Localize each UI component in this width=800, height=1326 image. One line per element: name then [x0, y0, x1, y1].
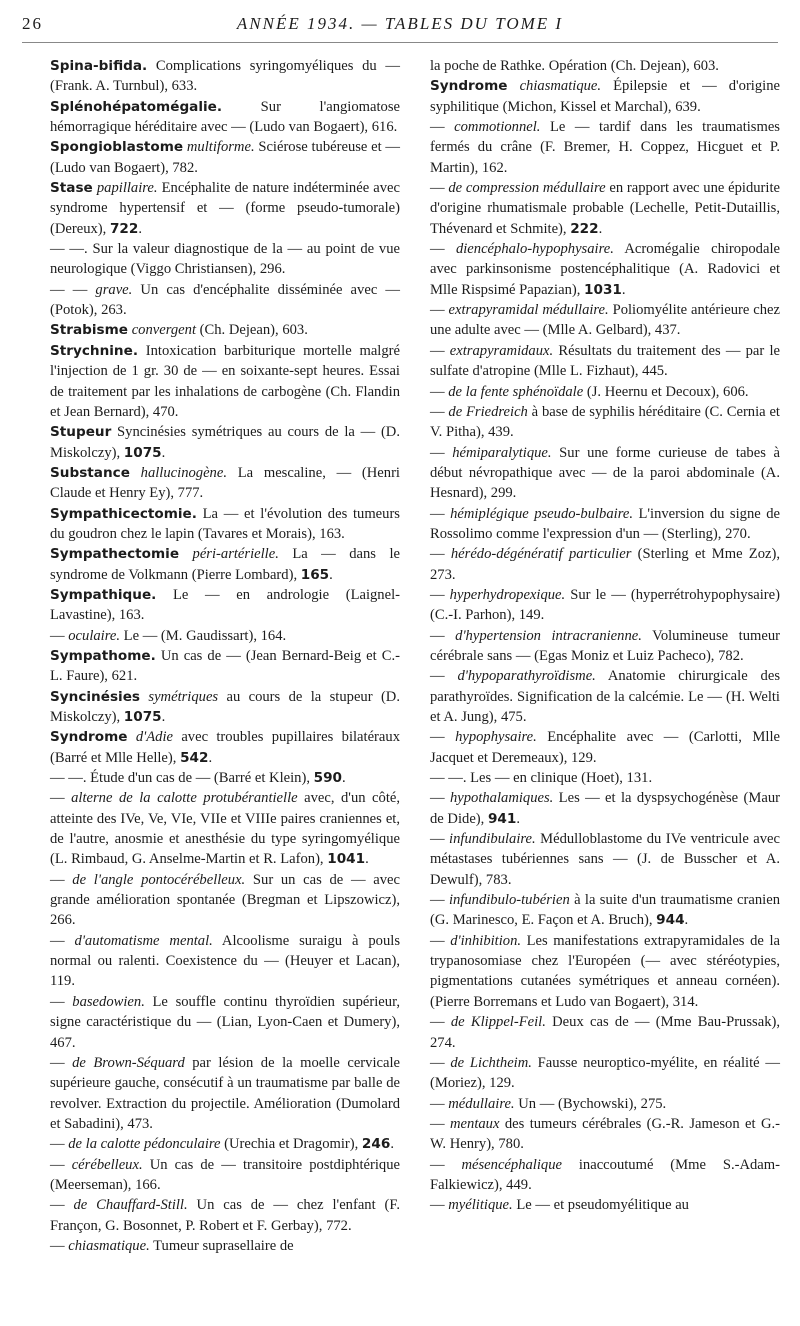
- entry-text: —: [430, 403, 449, 420]
- entry-subheading: cérébelleux.: [71, 1156, 143, 1173]
- entry-subheading: commotionnel.: [454, 119, 541, 136]
- entry-subheading: médullaire.: [448, 1095, 515, 1112]
- entry-text: Épilepsie et — d'origine syphilitique (Michon, Kissel et Marchal), 639.: [430, 78, 780, 115]
- index-entry: [430, 1094, 780, 1114]
- entry-subheading: de Chauffard-Still.: [73, 1197, 188, 1214]
- entry-text: —: [50, 1136, 69, 1153]
- page-reference: 542: [180, 749, 209, 766]
- index-entry: [50, 788, 400, 869]
- entry-text: Un cas de — chez l'enfant (F. Françon, G. Bosonnet, P. Robert et F. Gerbay), 772.: [50, 1197, 400, 1234]
- index-entry: [430, 1155, 780, 1196]
- entry-subheading: chiasmatique.: [68, 1237, 150, 1254]
- entry-subheading: hyperhydropexique.: [449, 586, 566, 603]
- entry-heading: Splénohépatomégalie.: [50, 98, 223, 115]
- entry-heading: Strabisme: [50, 322, 129, 339]
- index-entry: [430, 117, 780, 178]
- entry-heading: Sympathicectomie.: [50, 505, 197, 522]
- entry-subheading: d'automatisme mental.: [74, 932, 213, 949]
- entry-heading: Sympathome.: [50, 647, 156, 664]
- entry-subheading: de compression médullaire: [448, 180, 606, 197]
- entry-text: —: [430, 1115, 450, 1132]
- entry-text: .: [365, 851, 369, 868]
- entry-text: —: [430, 180, 449, 197]
- entry-subheading: hypophysaire.: [455, 729, 537, 746]
- index-entry: [50, 870, 400, 931]
- entry-subheading: hallucinogène.: [140, 464, 227, 481]
- entry-text: Sur l'angiomatose hémorragique héréditaire avec — (Ludo van Bogaert), 616.: [50, 98, 400, 136]
- entry-heading: Syndrome: [50, 729, 128, 746]
- index-entry: [50, 1155, 400, 1196]
- page-number: 26: [22, 14, 43, 33]
- entry-text: Tumeur suprasellaire de: [149, 1237, 294, 1254]
- index-entry: [430, 56, 780, 76]
- entry-text: .: [342, 770, 346, 787]
- index-entry: [50, 463, 400, 504]
- entry-subheading: d'Adie: [135, 729, 173, 746]
- index-entry: [50, 585, 400, 626]
- entry-text: —: [430, 586, 450, 603]
- entry-text: en rapport avec une épidurite d'origine rhumatismale probable (Lechelle, Petit-Dutaillis, Thévenard et Schmite),: [430, 180, 780, 237]
- entry-text: —: [430, 119, 455, 136]
- index-entry: [50, 504, 400, 545]
- page-reference: 1041: [327, 851, 366, 868]
- index-entry: [430, 239, 780, 300]
- index-entry: [430, 544, 780, 585]
- entry-text: Alcoolisme suraigu à pouls normal ou ralenti. Coexistence du — (Heuyer et Lacan), 119.: [50, 932, 400, 990]
- entry-text: Sciérose tubéreuse et — (Ludo van Bogaert), 782.: [50, 139, 400, 176]
- left-column: [50, 56, 400, 1318]
- entry-text: avec troubles pupillaires bilatéraux (Barré et Mlle Helle),: [50, 729, 400, 766]
- entry-text: —: [430, 444, 453, 461]
- entry-subheading: d'hypoparathyroïdisme.: [457, 668, 596, 685]
- entry-text: Sur le — (hyperrétrohypophysaire) (C.-I. Parhon), 149.: [430, 586, 780, 624]
- entry-text: Le souffle continu thyroïdien supérieur, signe caractéristique du — (Lian, Lyon-Caen et Dumery), 467.: [50, 993, 400, 1051]
- entry-text: —: [430, 627, 456, 644]
- index-entry: [50, 97, 400, 138]
- running-head: [22, 14, 778, 36]
- entry-text: —: [430, 546, 451, 563]
- page-reference: 1075: [123, 444, 162, 461]
- entry-text: La — et l'évolution des tumeurs du goudron chez le lapin (Tavares et Morais), 163.: [50, 505, 400, 542]
- index-entry: [50, 544, 400, 585]
- index-entry: [430, 727, 780, 768]
- index-entry: [50, 1195, 400, 1236]
- index-entry: [430, 1114, 780, 1155]
- entry-text: inaccoutumé (Mme S.-Adam-Falkiewicz), 449.: [430, 1156, 780, 1193]
- page-reference: 1031: [584, 281, 622, 298]
- entry-subheading: hémiparalytique.: [452, 444, 552, 461]
- entry-subheading: extrapyramidaux.: [449, 342, 554, 359]
- index-entry: [50, 239, 400, 280]
- entry-text: —: [430, 1054, 451, 1071]
- index-entry: [430, 890, 780, 931]
- entry-text: [179, 546, 192, 562]
- entry-text: .: [516, 810, 520, 827]
- entry-subheading: de l'angle pontocérébelleux.: [72, 871, 246, 888]
- entry-text: .: [390, 1136, 394, 1153]
- index-entry: [50, 727, 400, 768]
- index-columns: [50, 56, 780, 1318]
- entry-text: L'inversion du signe de Rossolimo comme l'expression d'un — (Sterling), 270.: [430, 505, 780, 542]
- entry-subheading: convergent: [131, 322, 196, 339]
- entry-text: —: [50, 790, 72, 807]
- entry-text: .: [138, 220, 143, 237]
- entry-text: La — dans le syndrome de Volkmann (Pierre Lombard),: [50, 546, 400, 583]
- entry-text: — —. Les — en clinique (Hoet), 131.: [430, 770, 653, 787]
- index-entry: [430, 768, 780, 788]
- entry-heading: Sympathique.: [50, 586, 157, 603]
- entry-text: Intoxication barbiturique mortelle malgré l'injection de 1 gr. 30 de — en soixante-sept heures. Essai de traitement par les inhalations de carbogène (Ch. Flandin et Jean Bernard), 470.: [50, 342, 400, 420]
- entry-text: —: [430, 892, 449, 909]
- page-reference: 944: [656, 912, 685, 929]
- page-reference: 590: [313, 770, 343, 787]
- index-entry: [430, 178, 780, 239]
- index-entry: [430, 504, 780, 545]
- entry-text: Un cas d'encéphalite disséminée avec — (Potok), 263.: [50, 281, 400, 319]
- entry-text: —: [50, 1054, 73, 1071]
- entry-text: —: [50, 993, 73, 1010]
- entry-text: (Sterling et Mme Zoz), 273.: [430, 546, 781, 583]
- entry-text: Le — en andrologie (Laignel-Lavastine), 163.: [50, 586, 400, 624]
- entry-text: Un cas de — transitoire postdiphtérique (Meerseman), 166.: [50, 1156, 400, 1193]
- entry-text: —: [430, 383, 449, 400]
- entry-heading: Sympathectomie: [50, 546, 180, 563]
- index-entry: [50, 137, 400, 178]
- entry-subheading: péri-artérielle.: [192, 546, 279, 563]
- entry-subheading: grave.: [95, 281, 133, 298]
- entry-text: .: [598, 220, 603, 237]
- entry-heading: Stase: [50, 180, 93, 197]
- entry-subheading: hypothalamiques.: [449, 790, 554, 807]
- entry-subheading: infundibulaire.: [449, 831, 536, 848]
- entry-subheading: de Lichtheim.: [450, 1054, 532, 1071]
- entry-text: —: [50, 1237, 69, 1254]
- entry-text: .: [621, 281, 626, 298]
- entry-heading: Spongioblastome: [50, 139, 184, 156]
- entry-subheading: de Klippel-Feil.: [450, 1014, 546, 1031]
- entry-text: avec, d'un côté, atteinte des IVe, Ve, VIe, VIIe et VIIIe paires craniennes et, de l'autre, anosmie et anesthésie du type syringomyélique (L. Rimbaud, G. Anselme-Martin et R. Lafon),: [50, 790, 400, 868]
- index-entry: [50, 768, 400, 788]
- right-column: [430, 56, 780, 1318]
- entry-subheading: de Brown-Séquard: [72, 1054, 185, 1071]
- index-entry: [430, 626, 780, 667]
- entry-text: Un — (Bychowski), 275.: [514, 1095, 667, 1112]
- index-entry: [430, 666, 780, 727]
- entry-text: —: [50, 1197, 74, 1214]
- entry-text: —: [430, 1014, 451, 1031]
- entry-text: Le — (M. Gaudissart), 164.: [120, 627, 287, 644]
- entry-text: Sur un cas de — avec grande amélioration spontanée (Bregman et Lipszowicz), 266.: [50, 871, 400, 929]
- entry-text: Les — et la dyspsychogénèse (Maur de Dide),: [430, 790, 780, 827]
- entry-text: .: [684, 912, 689, 929]
- index-entry: [50, 341, 400, 422]
- entry-text: —: [430, 668, 458, 685]
- index-entry: [50, 280, 400, 321]
- entry-text: .: [161, 709, 166, 725]
- index-entry: [50, 56, 400, 97]
- entry-text: —: [50, 932, 75, 949]
- entry-subheading: de la fente sphénoïdale: [448, 383, 584, 400]
- entry-text: — —: [50, 281, 96, 298]
- entry-text: Résultats du traitement des — par le sulfate d'atropine (Mlle L. Fizhaut), 445.: [430, 342, 780, 380]
- entry-text: Encéphalite avec — (Carlotti, Mlle Jacquet et Deremeaux), 129.: [430, 729, 780, 766]
- index-entry: [50, 992, 400, 1053]
- index-entry: [430, 300, 780, 341]
- entry-subheading: hémiplégique pseudo-bulbaire.: [450, 505, 633, 522]
- entry-subheading: alterne de la calotte protubérantielle: [71, 790, 298, 807]
- index-entry: [50, 178, 400, 239]
- entry-subheading: de Friedreich: [448, 403, 528, 420]
- index-entry: [50, 1236, 400, 1256]
- page-reference: 1075: [123, 709, 162, 725]
- index-entry: [50, 1053, 400, 1134]
- entry-text: Fausse neuroptico-myélite, en réalité — (Moriez), 129.: [430, 1054, 780, 1092]
- index-entry: [50, 320, 400, 340]
- entry-heading: Substance: [50, 464, 130, 481]
- entry-text: au cours de la stupeur (D. Miskolczy),: [50, 688, 400, 725]
- entry-subheading: hérédo-dégénératif particulier: [450, 546, 632, 563]
- entry-text: Les manifestations extrapyramidales de la trypanosomiase chez l'Européen (— avec stéréotypies, pigmentations cutanées symétriques et anneau cornéen). (Pierre Borremans et Ludo van Bogaert), 314.: [430, 932, 780, 1010]
- entry-text: —: [430, 505, 451, 522]
- entry-heading: Syndrome: [430, 78, 508, 95]
- index-entry: [430, 585, 780, 626]
- entry-text: Médulloblastome du IVe ventricule avec métastases tubériennes sans — (J. de Busscher et A. Dewulf), 783.: [430, 831, 780, 888]
- entry-subheading: multiforme.: [186, 139, 255, 156]
- index-entry: [430, 443, 780, 504]
- entry-text: à base de syphilis héréditaire (C. Cernia et V. Pitha), 439.: [430, 403, 780, 441]
- index-entry: [50, 422, 400, 463]
- entry-text: —: [430, 342, 450, 359]
- entry-text: Volumineuse tumeur cérébrale sans — (Egas Moniz et Luiz Pacheco), 782.: [430, 627, 780, 664]
- index-entry: [50, 931, 400, 992]
- entry-text: —: [430, 831, 450, 848]
- entry-text: [508, 78, 520, 94]
- entry-text: —: [50, 871, 73, 888]
- header-title: ANNÉE 1934. — TABLES DU TOME I: [236, 14, 564, 33]
- entry-text: —: [430, 1197, 449, 1214]
- index-entry: [430, 829, 780, 890]
- entry-subheading: papillaire.: [96, 180, 158, 197]
- entry-text: la poche de Rathke. Opération (Ch. Dejean), 603.: [430, 58, 719, 74]
- entry-text: —: [430, 790, 450, 807]
- entry-text: [128, 729, 136, 745]
- entry-subheading: mentaux: [450, 1115, 500, 1132]
- index-entry: [430, 402, 780, 443]
- entry-subheading: symétriques: [148, 688, 219, 705]
- entry-text: (J. Heernu et Decoux), 606.: [583, 383, 749, 400]
- header-rule: [22, 42, 778, 43]
- entry-text: des tumeurs cérébrales (G.-R. Jameson et G.-W. Henry), 780.: [430, 1115, 780, 1153]
- entry-text: —: [430, 1095, 449, 1112]
- entry-text: —: [430, 302, 449, 319]
- entry-text: Encéphalite de nature indéterminée avec syndrome hypertensif et — (forme pseudo-tumorale) (Dereux),: [50, 180, 400, 237]
- entry-text: Complications syringomyéliques du — (Frank. A. Turnbul), 633.: [50, 58, 400, 95]
- entry-text: Anatomie chirurgicale des parathyroïdes. Signification de la calcémie. Le — (H. Welti et A. Jung), 475.: [430, 668, 780, 725]
- entry-text: La mescaline, — (Henri Claude et Henry Ey), 777.: [50, 464, 400, 502]
- index-entry: [430, 341, 780, 382]
- entry-text: Un cas de — (Jean Bernard-Beig et C.-L. Faure), 621.: [50, 647, 400, 685]
- entry-text: à la suite d'un traumatisme cranien (G. Marinesco, E. Façon et A. Bruch),: [430, 892, 781, 929]
- entry-subheading: infundibulo-tubérien: [448, 892, 570, 909]
- entry-subheading: mésencéphalique: [461, 1156, 562, 1173]
- entry-text: —: [50, 1156, 72, 1173]
- entry-heading: Stupeur: [50, 424, 112, 441]
- entry-text: (Urechia et Dragomir),: [220, 1136, 362, 1153]
- entry-text: — —. Sur la valeur diagnostique de la — au point de vue neurologique (Viggo Christiansen), 296.: [50, 241, 400, 278]
- entry-text: [130, 465, 141, 481]
- entry-subheading: oculaire.: [68, 627, 120, 644]
- entry-heading: Strychnine.: [50, 342, 138, 359]
- entry-subheading: diencéphalo-hypophysaire.: [455, 241, 614, 258]
- index-entry: [430, 1012, 780, 1053]
- index-entry: [430, 382, 780, 402]
- entry-text: Deux cas de — (Mme Bau-Prussak), 274.: [430, 1014, 780, 1051]
- entry-text: .: [161, 444, 166, 461]
- page-reference: 246: [361, 1136, 391, 1153]
- index-entry: [430, 1195, 780, 1215]
- entry-text: —: [430, 1156, 462, 1173]
- entry-text: par lésion de la moelle cervicale supérieure gauche, consécutif à un traumatisme par balle de revolver. Extraction du projectile. Amélioration (Dumolard et Sabadini), 473.: [50, 1054, 400, 1132]
- entry-subheading: d'hypertension intracranienne.: [455, 627, 642, 644]
- entry-subheading: d'inhibition.: [450, 932, 522, 949]
- index-entry: [50, 626, 400, 646]
- index-entry: [50, 687, 400, 728]
- entry-text: — —. Étude d'un cas de — (Barré et Klein),: [50, 770, 314, 787]
- entry-subheading: myélitique.: [448, 1197, 513, 1214]
- entry-text: Acromégalie chiropodale avec parkinsonisme postencéphalitique (A. Radovici et Mlle Rispsimé Papazian),: [430, 241, 780, 298]
- entry-text: —: [430, 932, 451, 949]
- entry-text: Syncinésies symétriques au cours de la — (D. Miskolczy),: [50, 424, 400, 461]
- entry-text: (Ch. Dejean), 603.: [196, 322, 308, 339]
- entry-heading: Syncinésies: [50, 688, 141, 705]
- entry-text: .: [208, 749, 213, 766]
- entry-text: Poliomyélite antérieure chez une adulte avec — (Mlle A. Gelbard), 437.: [430, 302, 780, 339]
- page-reference: 941: [487, 810, 517, 827]
- index-entry: [430, 931, 780, 1012]
- index-entry: [430, 1053, 780, 1094]
- entry-subheading: de la calotte pédonculaire: [68, 1136, 221, 1153]
- entry-heading: Spina-bifida.: [50, 58, 148, 74]
- index-entry: [50, 1134, 400, 1154]
- index-entry: [430, 76, 780, 117]
- entry-text: —: [430, 729, 456, 746]
- entry-text: Sur une forme curieuse de tabes à début névropathique avec — de la paroi abdominale (A. Hesnard), 299.: [430, 444, 780, 502]
- page-reference: 722: [109, 220, 139, 237]
- page-reference: 165: [300, 566, 330, 583]
- entry-text: Le — tardif dans les traumatismes fermés du crâne (F. Bremer, H. Coppez, Hicguet et P. Martin), 162.: [430, 119, 780, 176]
- entry-subheading: basedowien.: [72, 993, 145, 1010]
- entry-text: —: [430, 241, 456, 258]
- entry-text: —: [50, 627, 69, 644]
- entry-text: Le — et pseudomyélitique au: [512, 1197, 689, 1214]
- index-entry: [50, 646, 400, 687]
- index-entry: [430, 788, 780, 829]
- entry-subheading: chiasmatique.: [519, 78, 602, 95]
- entry-subheading: extrapyramidal médullaire.: [448, 302, 609, 319]
- page-reference: 222: [570, 220, 599, 237]
- entry-text: .: [329, 566, 333, 583]
